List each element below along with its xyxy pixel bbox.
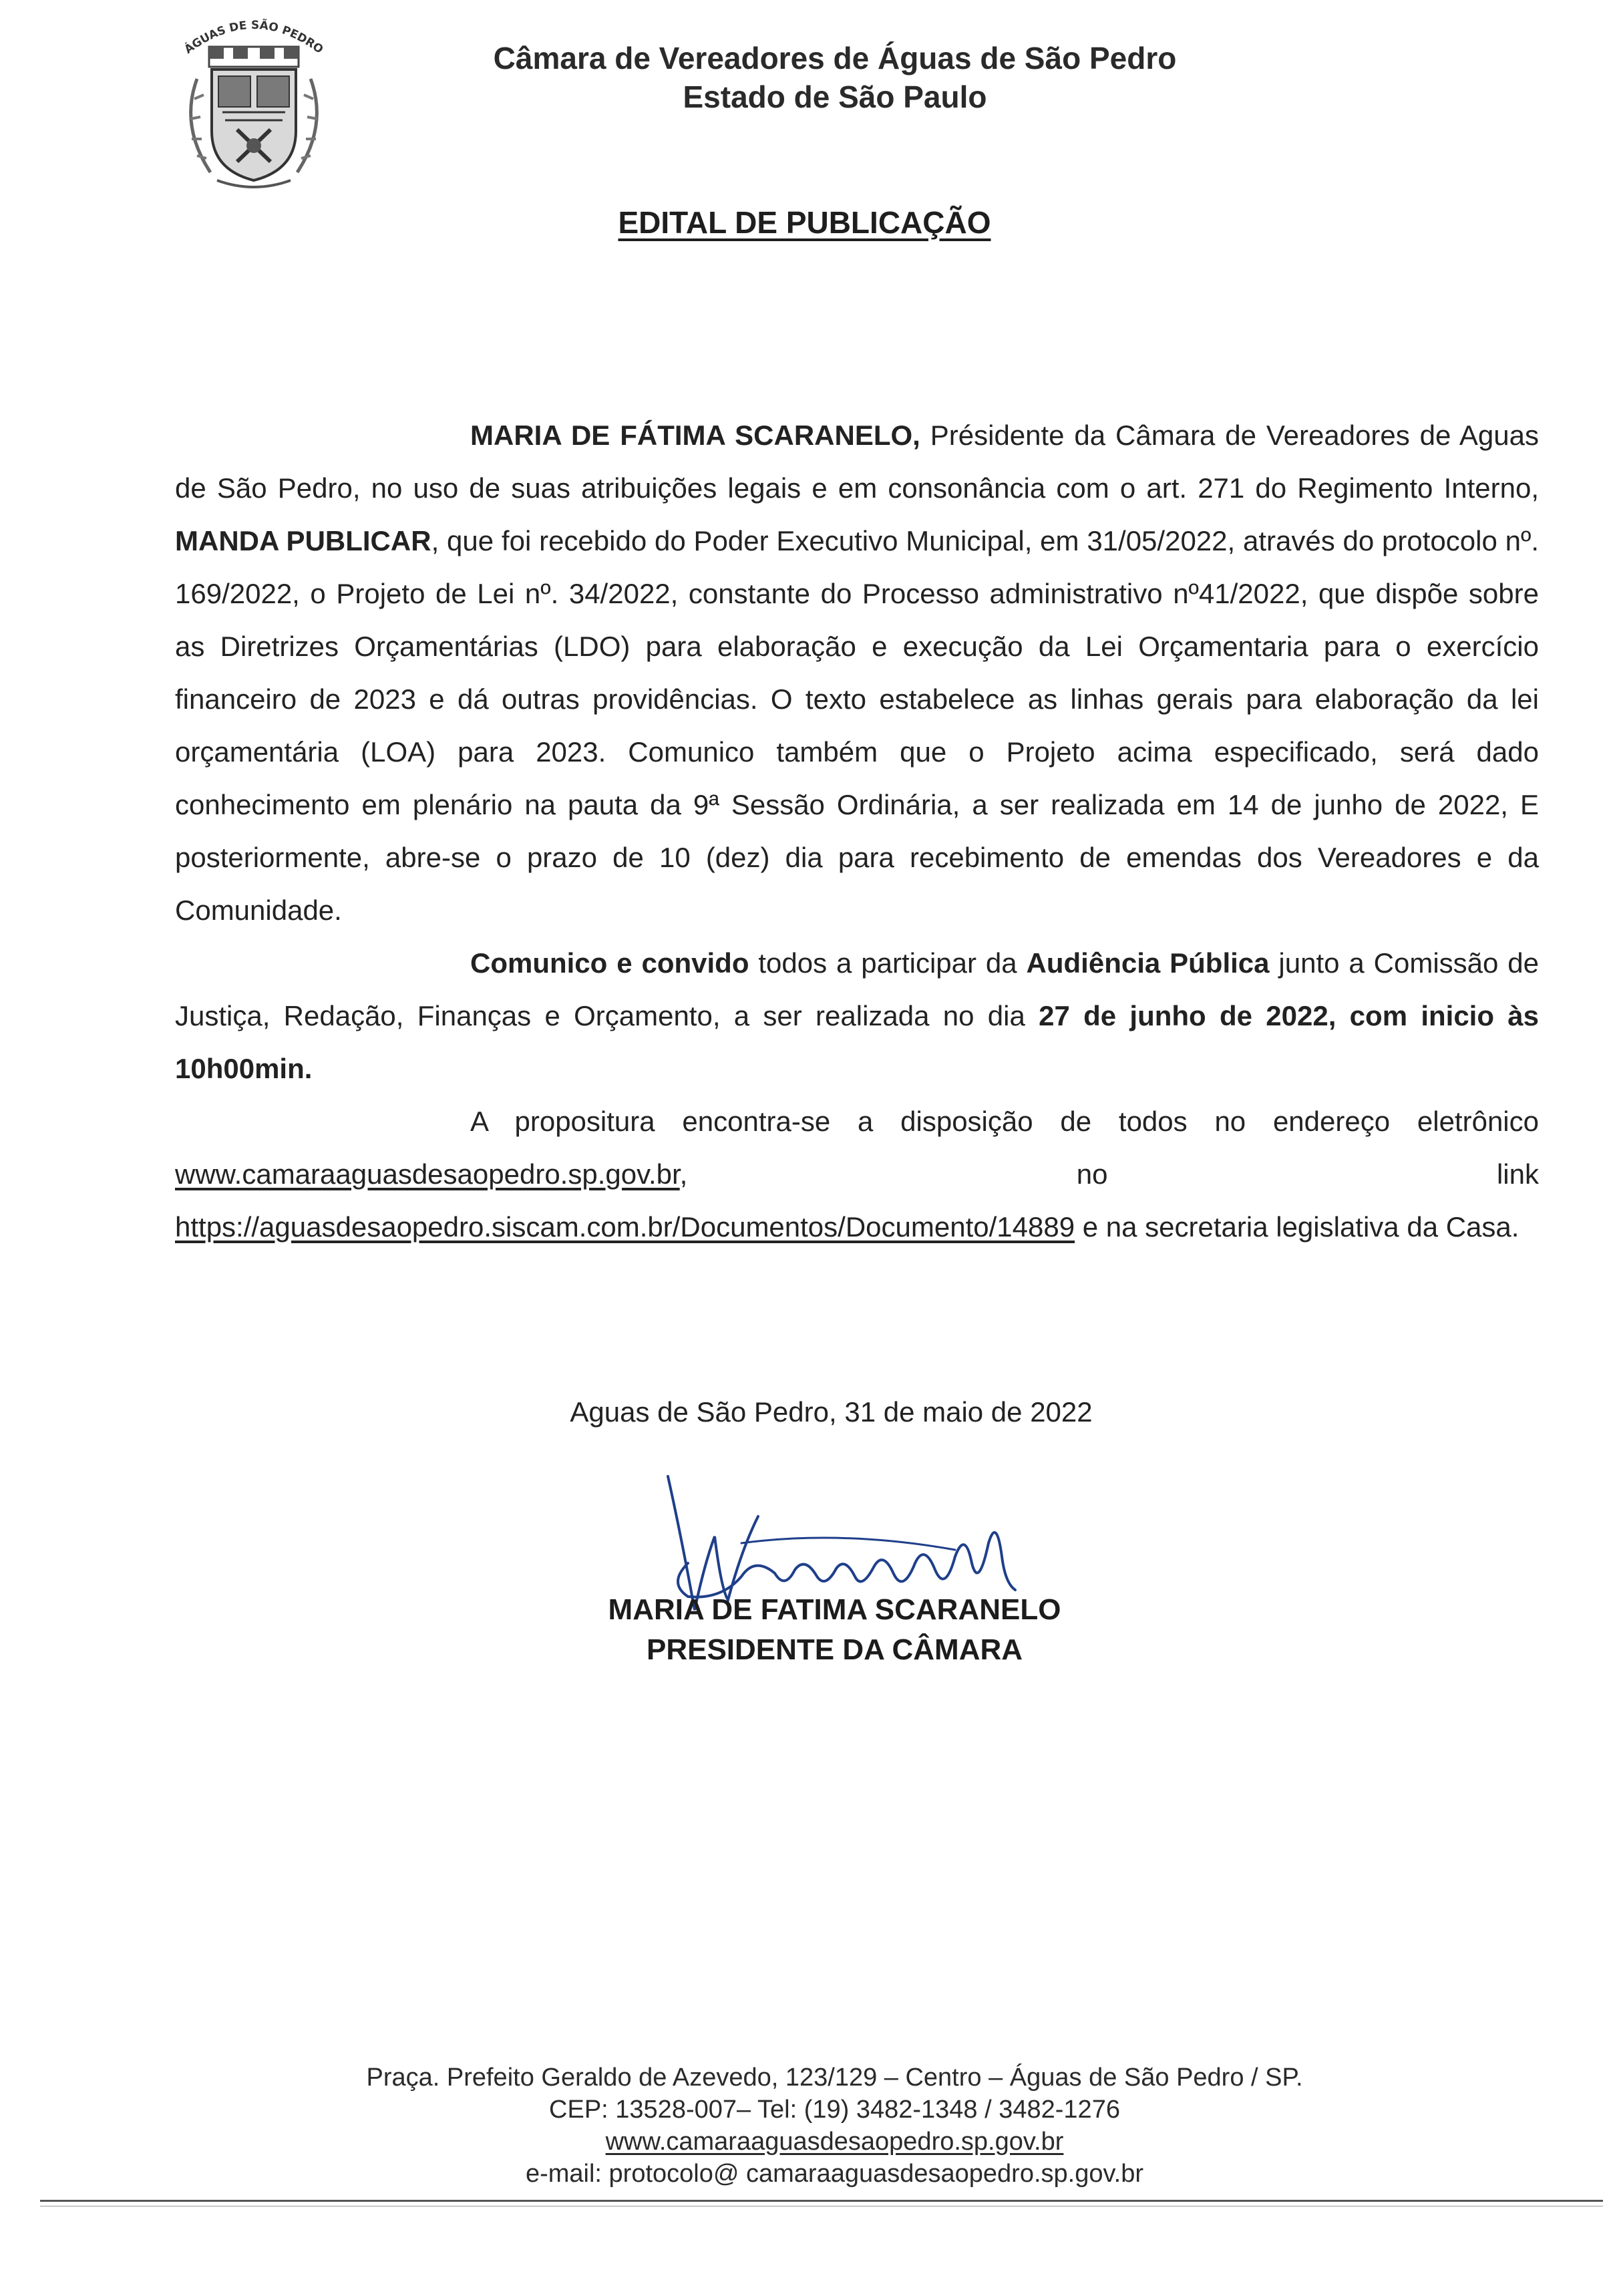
footer-email: e-mail: protocolo@ camaraaguasdesaopedro.sp.gov.br [525, 2160, 1144, 2188]
paragraph-2 [175, 937, 1539, 1095]
audiencia-publica: Audiência Pública [1026, 947, 1270, 979]
paragraph-3-text-c: e na secretaria legislativa da Casa. [1075, 1211, 1519, 1243]
footer [0, 2062, 1609, 2190]
paragraph-3-text-a: A propositura encontra-se a disposição de todos no endereço eletrônico [470, 1106, 1539, 1137]
paragraph-3 [175, 1095, 1539, 1253]
crest-text: ÁGUAS DE SÃO PEDRO [182, 18, 326, 57]
signer-name: MARIA DE FATIMA SCARANELO [608, 1593, 1061, 1626]
footer-website-link[interactable]: www.camaraaguasdesaopedro.sp.gov.br [605, 2128, 1064, 2156]
comunico-convido: Comunico e convido [470, 947, 749, 979]
manda-publicar: MANDA PUBLICAR [175, 525, 431, 556]
hearing-date: 27 de junho de 2022, com inicio às 10h00min. [175, 1000, 1539, 1084]
paragraph-1 [175, 409, 1539, 937]
institution-state: Estado de São Paulo [683, 79, 987, 114]
footer-divider [40, 2200, 1603, 2202]
paragraph-1-text-b: , que foi recebido do Poder Executivo Municipal, em 31/05/2022, através do protocolo nº. 169/2022, o Projeto de Lei nº. 34/2022, constante do Processo administrativo nº41/2022, que dispõe sobre as Diretrizes Orçamentárias (LDO) para elaboração e execução da Lei Orçamentaria para o exercício financeiro de 2023 e dá outras providências. O texto estabelece as linhas gerais para elaboração da lei orçamentária (LOA) para 2023. Comunico também que o Projeto acima especificado, será dado conhecimento em plenário na pauta da 9ª Sessão Ordinária, a ser realizada em 14 de junho de 2022, E posteriormente, abre-se o prazo de 10 (dez) dia para recebimento de emendas dos Vereadores e da Comunidade. [175, 525, 1540, 926]
signer-block [0, 1590, 1609, 1670]
footer-address: Praça. Prefeito Geraldo de Azevedo, 123/129 – Centro – Águas de São Pedro / SP. [366, 2064, 1303, 2092]
website-link[interactable]: www.camaraaguasdesaopedro.sp.gov.br [175, 1158, 680, 1190]
coat-of-arms-seal [170, 12, 337, 192]
institution-header [414, 39, 1256, 116]
paragraph-2-text-a: todos a participar da [749, 947, 1027, 979]
svg-text:ÁGUAS DE SÃO PEDRO [181, 17, 325, 56]
paragraph-1-text-a: Présidente da Câmara de Vereadores de Aguas de São Pedro, no uso de suas atribuições legais e em consonância com o art. 271 do Regimento Interno, [175, 420, 1539, 504]
paragraph-2-text-b: junto a Comissão de Justiça, Redação, Finanças e Orçamento, a ser realizada no dia [175, 947, 1539, 1031]
signer-role: PRESIDENTE DA CÂMARA [646, 1633, 1023, 1666]
paragraph-3-text-b: , no link [679, 1158, 1539, 1190]
document-body [175, 409, 1539, 1253]
footer-contact: CEP: 13528-007– Tel: (19) 3482-1348 / 3482-1276 [549, 2096, 1120, 2124]
president-name: MARIA DE FÁTIMA SCARANELO, [470, 420, 920, 451]
place-and-date: Aguas de São Pedro, 31 de maio de 2022 [570, 1396, 1093, 1428]
institution-name: Câmara de Vereadores de Águas de São Pedro [493, 41, 1177, 75]
document-link[interactable]: https://aguasdesaopedro.siscam.com.br/Documentos/Documento/14889 [175, 1211, 1075, 1243]
document-title: EDITAL DE PUBLICAÇÃO [618, 205, 991, 240]
